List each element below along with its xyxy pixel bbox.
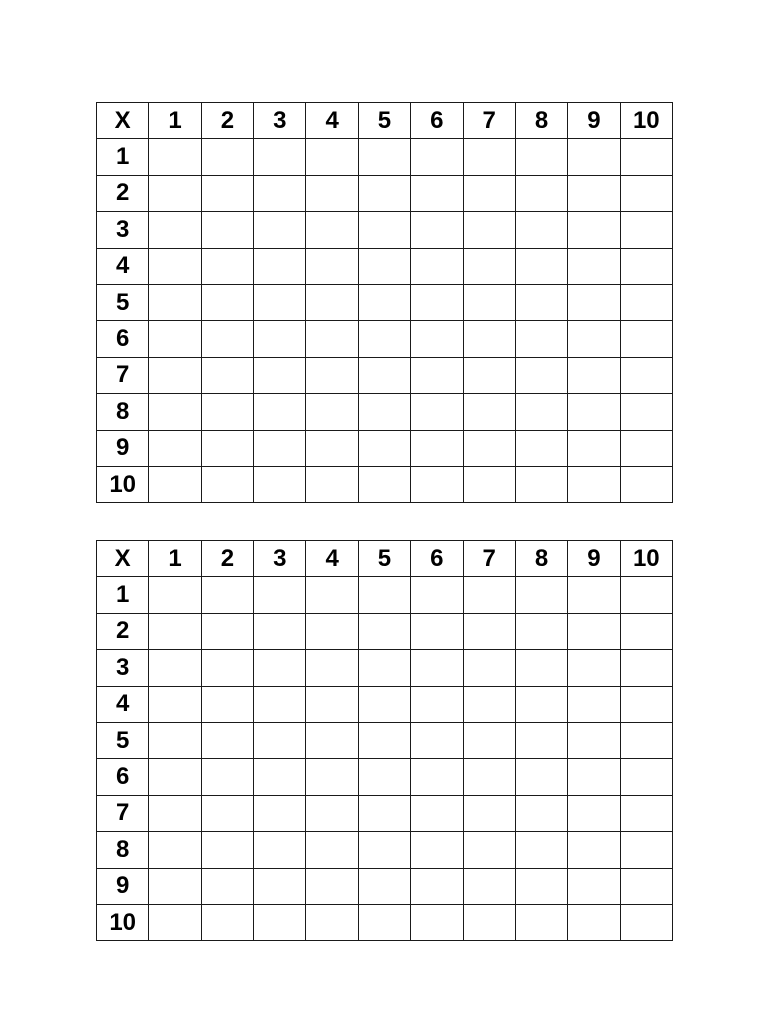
grid-body	[97, 103, 673, 503]
answer-cell	[411, 577, 463, 613]
answer-cell	[620, 248, 672, 284]
answer-cell	[463, 795, 515, 831]
column-header: 4	[306, 103, 358, 139]
answer-cell	[149, 357, 201, 393]
column-header: 3	[254, 103, 306, 139]
answer-cell	[254, 321, 306, 357]
answer-cell	[463, 212, 515, 248]
answer-cell	[568, 284, 620, 320]
answer-cell	[463, 904, 515, 940]
answer-cell	[201, 868, 253, 904]
answer-cell	[201, 394, 253, 430]
answer-cell	[201, 686, 253, 722]
answer-cell	[306, 430, 358, 466]
answer-cell	[515, 650, 567, 686]
answer-cell	[515, 577, 567, 613]
table-row	[97, 795, 673, 831]
column-header: 8	[515, 541, 567, 577]
answer-cell	[306, 577, 358, 613]
answer-cell	[568, 795, 620, 831]
answer-cell	[254, 722, 306, 758]
answer-cell	[568, 394, 620, 430]
answer-cell	[515, 394, 567, 430]
answer-cell	[149, 394, 201, 430]
answer-cell	[306, 139, 358, 175]
answer-cell	[201, 321, 253, 357]
answer-cell	[411, 868, 463, 904]
multiplication-grid-1	[96, 102, 673, 503]
answer-cell	[620, 613, 672, 649]
header-row	[97, 103, 673, 139]
answer-cell	[620, 650, 672, 686]
table-row	[97, 284, 673, 320]
answer-cell	[149, 430, 201, 466]
answer-cell	[254, 650, 306, 686]
answer-cell	[620, 759, 672, 795]
table-row	[97, 394, 673, 430]
multiplication-grid-2	[96, 540, 673, 941]
answer-cell	[463, 759, 515, 795]
answer-cell	[515, 904, 567, 940]
answer-cell	[254, 212, 306, 248]
answer-cell	[254, 795, 306, 831]
column-header: 5	[358, 103, 410, 139]
answer-cell	[568, 321, 620, 357]
answer-cell	[306, 613, 358, 649]
answer-cell	[306, 212, 358, 248]
answer-cell	[463, 832, 515, 868]
answer-cell	[306, 686, 358, 722]
answer-cell	[620, 466, 672, 502]
answer-cell	[515, 466, 567, 502]
answer-cell	[463, 722, 515, 758]
answer-cell	[201, 577, 253, 613]
answer-cell	[411, 430, 463, 466]
answer-cell	[149, 139, 201, 175]
answer-cell	[463, 650, 515, 686]
column-header: 8	[515, 103, 567, 139]
answer-cell	[254, 357, 306, 393]
answer-cell	[463, 466, 515, 502]
answer-cell	[620, 868, 672, 904]
grid-body	[97, 541, 673, 941]
column-header: 3	[254, 541, 306, 577]
table-row	[97, 650, 673, 686]
table-row	[97, 759, 673, 795]
row-header: 3	[97, 650, 149, 686]
column-header: 4	[306, 541, 358, 577]
answer-cell	[515, 139, 567, 175]
answer-cell	[515, 613, 567, 649]
answer-cell	[306, 904, 358, 940]
table-row	[97, 686, 673, 722]
column-header: 2	[201, 541, 253, 577]
answer-cell	[201, 613, 253, 649]
answer-cell	[358, 175, 410, 211]
table-row	[97, 613, 673, 649]
answer-cell	[515, 686, 567, 722]
answer-cell	[620, 722, 672, 758]
answer-cell	[515, 868, 567, 904]
answer-cell	[201, 357, 253, 393]
answer-cell	[515, 284, 567, 320]
answer-cell	[358, 466, 410, 502]
answer-cell	[620, 139, 672, 175]
answer-cell	[620, 430, 672, 466]
row-header: 8	[97, 394, 149, 430]
column-header: 9	[568, 103, 620, 139]
answer-cell	[620, 686, 672, 722]
answer-cell	[201, 904, 253, 940]
answer-cell	[254, 139, 306, 175]
row-header: 9	[97, 430, 149, 466]
answer-cell	[463, 357, 515, 393]
answer-cell	[411, 722, 463, 758]
answer-cell	[411, 832, 463, 868]
answer-cell	[149, 759, 201, 795]
answer-cell	[358, 139, 410, 175]
answer-cell	[358, 212, 410, 248]
answer-cell	[568, 175, 620, 211]
answer-cell	[411, 759, 463, 795]
answer-cell	[306, 175, 358, 211]
answer-cell	[568, 139, 620, 175]
answer-cell	[358, 284, 410, 320]
answer-cell	[149, 686, 201, 722]
row-header: 3	[97, 212, 149, 248]
column-header: 7	[463, 103, 515, 139]
answer-cell	[201, 759, 253, 795]
table-row	[97, 212, 673, 248]
answer-cell	[149, 466, 201, 502]
answer-cell	[568, 357, 620, 393]
answer-cell	[201, 430, 253, 466]
answer-cell	[411, 284, 463, 320]
answer-cell	[515, 832, 567, 868]
answer-cell	[149, 321, 201, 357]
answer-cell	[620, 577, 672, 613]
answer-cell	[568, 686, 620, 722]
answer-cell	[568, 650, 620, 686]
column-header: 7	[463, 541, 515, 577]
answer-cell	[358, 686, 410, 722]
row-header: 9	[97, 868, 149, 904]
table-row	[97, 430, 673, 466]
answer-cell	[411, 613, 463, 649]
answer-cell	[568, 248, 620, 284]
answer-cell	[306, 357, 358, 393]
answer-cell	[515, 321, 567, 357]
answer-cell	[620, 284, 672, 320]
answer-cell	[358, 430, 410, 466]
answer-cell	[463, 321, 515, 357]
answer-cell	[149, 284, 201, 320]
answer-cell	[254, 613, 306, 649]
corner-cell: X	[97, 103, 149, 139]
answer-cell	[306, 284, 358, 320]
answer-cell	[463, 613, 515, 649]
answer-cell	[254, 868, 306, 904]
answer-cell	[358, 759, 410, 795]
answer-cell	[306, 759, 358, 795]
answer-cell	[358, 613, 410, 649]
answer-cell	[411, 394, 463, 430]
answer-cell	[358, 321, 410, 357]
table-row	[97, 466, 673, 502]
answer-cell	[254, 175, 306, 211]
column-header: 1	[149, 541, 201, 577]
header-row	[97, 541, 673, 577]
answer-cell	[515, 795, 567, 831]
answer-cell	[358, 248, 410, 284]
answer-cell	[515, 248, 567, 284]
answer-cell	[620, 212, 672, 248]
answer-cell	[463, 284, 515, 320]
answer-cell	[254, 686, 306, 722]
answer-cell	[620, 357, 672, 393]
answer-cell	[411, 212, 463, 248]
answer-cell	[620, 832, 672, 868]
answer-cell	[568, 722, 620, 758]
answer-cell	[254, 904, 306, 940]
answer-cell	[201, 139, 253, 175]
answer-cell	[411, 175, 463, 211]
answer-cell	[463, 686, 515, 722]
corner-cell: X	[97, 541, 149, 577]
answer-cell	[568, 613, 620, 649]
answer-cell	[358, 577, 410, 613]
answer-cell	[620, 394, 672, 430]
column-header: 10	[620, 541, 672, 577]
answer-cell	[149, 904, 201, 940]
answer-cell	[149, 613, 201, 649]
answer-cell	[201, 466, 253, 502]
row-header: 7	[97, 795, 149, 831]
row-header: 2	[97, 613, 149, 649]
answer-cell	[201, 722, 253, 758]
column-header: 10	[620, 103, 672, 139]
answer-cell	[358, 722, 410, 758]
table-row	[97, 357, 673, 393]
answer-cell	[620, 175, 672, 211]
answer-cell	[515, 430, 567, 466]
answer-cell	[254, 759, 306, 795]
row-header: 8	[97, 832, 149, 868]
answer-cell	[620, 795, 672, 831]
answer-cell	[463, 175, 515, 211]
answer-cell	[568, 430, 620, 466]
answer-cell	[201, 212, 253, 248]
answer-cell	[254, 577, 306, 613]
answer-cell	[515, 759, 567, 795]
column-header: 5	[358, 541, 410, 577]
answer-cell	[149, 868, 201, 904]
table-row	[97, 139, 673, 175]
answer-cell	[411, 357, 463, 393]
answer-cell	[306, 795, 358, 831]
table-row	[97, 175, 673, 211]
answer-cell	[201, 832, 253, 868]
answer-cell	[515, 722, 567, 758]
table-row	[97, 321, 673, 357]
answer-cell	[411, 139, 463, 175]
answer-cell	[149, 248, 201, 284]
row-header: 5	[97, 722, 149, 758]
answer-cell	[568, 466, 620, 502]
answer-cell	[306, 394, 358, 430]
row-header: 6	[97, 759, 149, 795]
answer-cell	[515, 357, 567, 393]
answer-cell	[568, 577, 620, 613]
answer-cell	[463, 248, 515, 284]
answer-cell	[463, 868, 515, 904]
answer-cell	[254, 248, 306, 284]
column-header: 6	[411, 103, 463, 139]
answer-cell	[306, 868, 358, 904]
answer-cell	[149, 722, 201, 758]
answer-cell	[515, 175, 567, 211]
row-header: 1	[97, 577, 149, 613]
row-header: 4	[97, 248, 149, 284]
answer-cell	[254, 466, 306, 502]
answer-cell	[358, 357, 410, 393]
answer-cell	[201, 650, 253, 686]
answer-cell	[568, 212, 620, 248]
table-row	[97, 577, 673, 613]
answer-cell	[358, 795, 410, 831]
table-row	[97, 904, 673, 940]
answer-cell	[149, 795, 201, 831]
row-header: 1	[97, 139, 149, 175]
answer-cell	[254, 832, 306, 868]
answer-cell	[306, 650, 358, 686]
answer-cell	[201, 284, 253, 320]
table-row	[97, 868, 673, 904]
answer-cell	[306, 248, 358, 284]
answer-cell	[620, 321, 672, 357]
answer-cell	[568, 832, 620, 868]
answer-cell	[306, 832, 358, 868]
answer-cell	[149, 832, 201, 868]
answer-cell	[306, 466, 358, 502]
row-header: 4	[97, 686, 149, 722]
answer-cell	[411, 904, 463, 940]
table-row	[97, 248, 673, 284]
answer-cell	[463, 430, 515, 466]
column-header: 1	[149, 103, 201, 139]
answer-cell	[149, 650, 201, 686]
answer-cell	[358, 650, 410, 686]
answer-cell	[411, 686, 463, 722]
answer-cell	[568, 904, 620, 940]
answer-cell	[411, 466, 463, 502]
answer-cell	[568, 759, 620, 795]
row-header: 5	[97, 284, 149, 320]
row-header: 10	[97, 466, 149, 502]
column-header: 6	[411, 541, 463, 577]
answer-cell	[306, 321, 358, 357]
answer-cell	[149, 212, 201, 248]
answer-cell	[411, 248, 463, 284]
column-header: 9	[568, 541, 620, 577]
answer-cell	[149, 175, 201, 211]
answer-cell	[254, 284, 306, 320]
answer-cell	[515, 212, 567, 248]
answer-cell	[254, 430, 306, 466]
answer-cell	[201, 175, 253, 211]
answer-cell	[254, 394, 306, 430]
answer-cell	[620, 904, 672, 940]
answer-cell	[201, 795, 253, 831]
answer-cell	[358, 394, 410, 430]
row-header: 10	[97, 904, 149, 940]
answer-cell	[201, 248, 253, 284]
answer-cell	[463, 139, 515, 175]
answer-cell	[358, 904, 410, 940]
row-header: 7	[97, 357, 149, 393]
answer-cell	[568, 868, 620, 904]
column-header: 2	[201, 103, 253, 139]
answer-cell	[411, 650, 463, 686]
answer-cell	[358, 832, 410, 868]
answer-cell	[306, 722, 358, 758]
answer-cell	[149, 577, 201, 613]
answer-cell	[463, 394, 515, 430]
row-header: 2	[97, 175, 149, 211]
answer-cell	[411, 795, 463, 831]
table-row	[97, 832, 673, 868]
answer-cell	[411, 321, 463, 357]
answer-cell	[358, 868, 410, 904]
answer-cell	[463, 577, 515, 613]
row-header: 6	[97, 321, 149, 357]
table-row	[97, 722, 673, 758]
